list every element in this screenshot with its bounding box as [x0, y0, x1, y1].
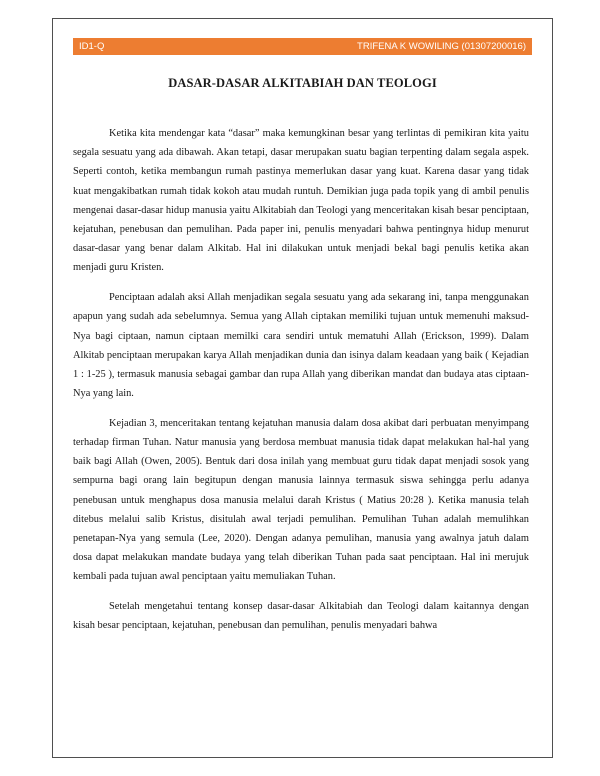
- document-body: [73, 124, 529, 646]
- paragraph-1: Ketika kita mendengar kata “dasar” maka kemungkinan besar yang terlintas di pemikiran kita yaitu segala sesuatu yang ada dibawah. Akan tetapi, dasar merupakan suatu bagian terpenting dalam segala aspek. Seperti contoh, ketika membangun rumah pastinya memerlukan dasar yang kuat. Karena dasar yang tidak kuat mengakibatkan rumah tidak kokoh atau mudah runtuh. Demikian juga pada topik yang di ambil penulis mengenai dasar-dasar hidup manusia yaitu Alkitabiah dan Teologi yang menceritakan kisah besar penciptaan, kejatuhan, penebusan dan pemulihan. Pada paper ini, penulis menyadari bahwa pentingnya hidup menurut dasar-dasar yang benar dalam Alkitab. Hal ini dilakukan untuk menjadi bekal bagi penulis ketika akan menjadi guru Kristen.: [73, 128, 529, 274]
- header-author: TRIFENA K WOWILING (01307200016): [357, 41, 526, 52]
- header-id: ID1-Q: [79, 41, 105, 52]
- paragraph-3: Kejadian 3, menceritakan tentang kejatuhan manusia dalam dosa akibat dari perbuatan menyimpang terhadap firman Tuhan. Natur manusia yang berdosa membuat manusia tidak dapat melakukan hal-hal yang baik bagi Allah (Owen, 2005). Bentuk dari dosa inilah yang membuat guru tidak dapat menjadi sosok yang sempurna bagi orang lain begitupun dengan manusia lainnya termasuk siswa sehingga perlu adanya penebusan untuk menghapus dosa manusia melalui darah Kristus ( Matius 20:28 ). Ketika manusia telah ditebus melalui salib Kristus, disitulah awal terjadi pemulihan. Pemulihan Tuhan adalah memulihkan penetapan-Nya yang semula (Lee, 2020). Dengan adanya pemulihan, manusia yang awalnya jatuh dalam dosa dapat melakukan mandate budaya yang telah diberikan Tuhan pada saat penciptaan. Hal ini merujuk kembali pada tujuan awal penciptaan yaitu memuliakan Tuhan.: [73, 417, 529, 583]
- paragraph-2: Penciptaan adalah aksi Allah menjadikan segala sesuatu yang ada sekarang ini, tanpa menggunakan apapun yang sudah ada sebelumnya. Semua yang Allah ciptakan memiliki tujuan untuk memenuhi maksud-Nya bagi ciptaan, namun ciptaan memilki cara sendiri untuk mematuhi Allah (Erickson, 1999). Dalam Alkitab penciptaan merupakan karya Allah menjadikan dunia dan isinya dalam keadaan yang baik ( Kejadian 1 : 1-25 ), termasuk manusia sebagai gambar dan rupa Allah yang diberikan mandat dan budaya atas ciptaan-Nya yang lain.: [73, 292, 529, 400]
- paragraph-4: Setelah mengetahui tentang konsep dasar-dasar Alkitabiah dan Teologi dalam kaitannya dengan kisah besar penciptaan, kejatuhan, penebusan dan pemulihan, penulis menyadari bahwa: [73, 601, 529, 632]
- document-title: DASAR-DASAR ALKITABIAH DAN TEOLOGI: [168, 76, 437, 90]
- page-header: [73, 38, 532, 55]
